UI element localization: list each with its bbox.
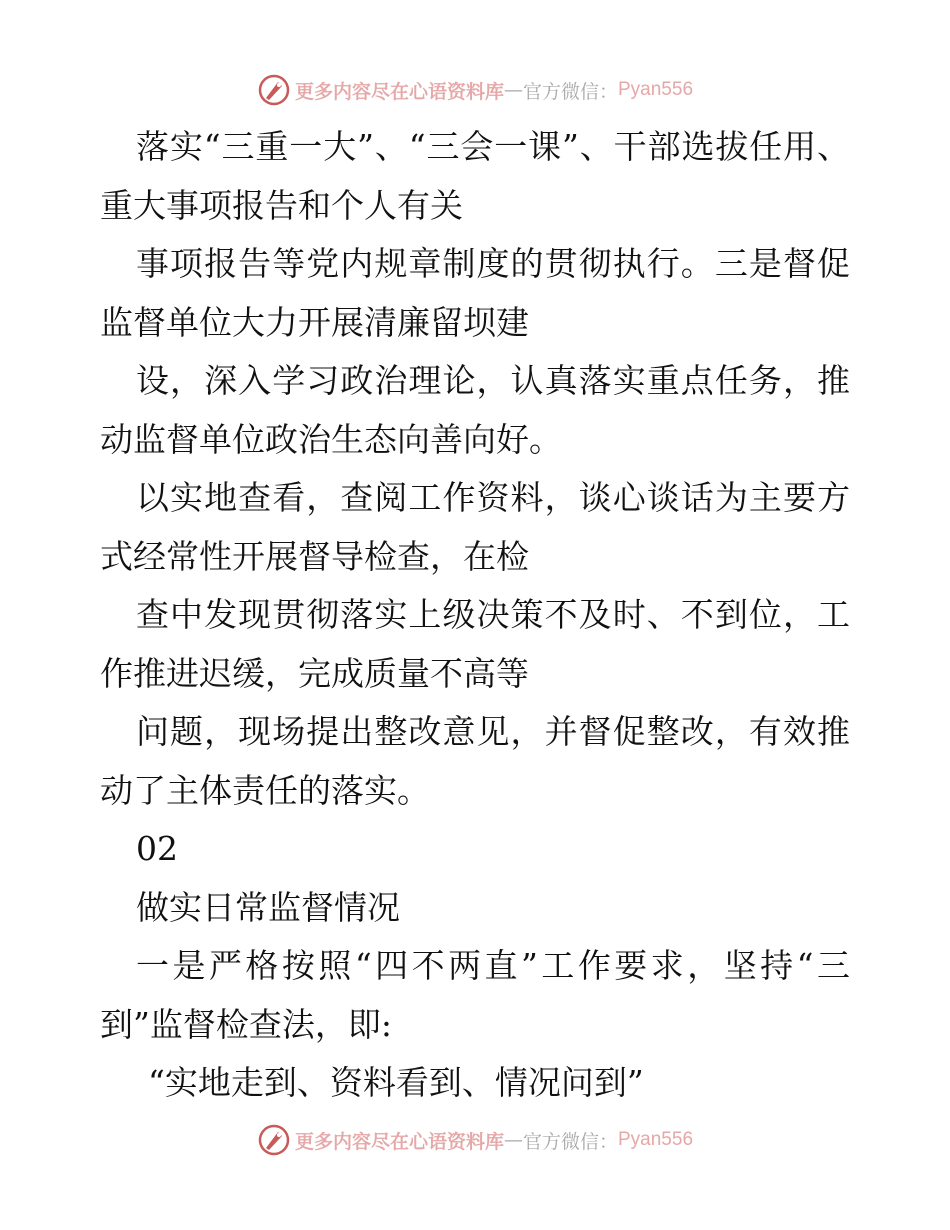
watermark-wechat-label: 官方微信： bbox=[522, 1130, 618, 1153]
paragraph: 一是严格按照“四不两直”工作要求，坚持“三到”监督检查法，即: bbox=[100, 946, 850, 1044]
paragraph: 落实“三重一大”、“三会一课”、干部选拔任用、重大事项报告和个人有关 bbox=[100, 127, 850, 225]
paragraph: 问题，现场提出整改意见，并督促整改，有效推动了主体责任的落实。 bbox=[100, 712, 850, 810]
section-heading: 做实日常监督情况 bbox=[136, 887, 400, 927]
paragraph: 以实地查看，查阅工作资料，谈心谈话为主要方式经常性开展督导检查，在检 bbox=[100, 478, 850, 576]
watermark-wechat-id: Pyan556 bbox=[618, 79, 694, 100]
paragraph: 设，深入学习政治理论，认真落实重点任务，推动监督单位政治生态向善向好。 bbox=[100, 361, 850, 459]
watermark-banner-bottom bbox=[0, 1120, 950, 1160]
paragraph: 事项报告等党内规章制度的贯彻执行。三是督促监督单位大力开展清廉留坝建 bbox=[100, 244, 850, 342]
paragraph: 查中发现贯彻落实上级决策不及时、不到位，工作推进迟缓，完成质量不高等 bbox=[100, 595, 850, 693]
watermark-banner-top bbox=[0, 70, 950, 110]
document-body bbox=[100, 118, 850, 1113]
watermark-wechat-id: Pyan556 bbox=[618, 1129, 694, 1150]
watermark-separator: — bbox=[503, 79, 523, 101]
pen-nib-logo-icon bbox=[257, 1123, 291, 1157]
watermark-site-text: 更多内容尽在心语资料库 bbox=[294, 80, 504, 103]
watermark-wechat-label: 官方微信： bbox=[522, 80, 618, 103]
pen-nib-logo-icon bbox=[257, 73, 291, 107]
watermark-separator: — bbox=[503, 1129, 523, 1151]
paragraph: “实地走到、资料看到、情况问到” bbox=[148, 1063, 644, 1102]
section-number: 02 bbox=[136, 829, 178, 868]
watermark-site-text: 更多内容尽在心语资料库 bbox=[294, 1130, 504, 1153]
